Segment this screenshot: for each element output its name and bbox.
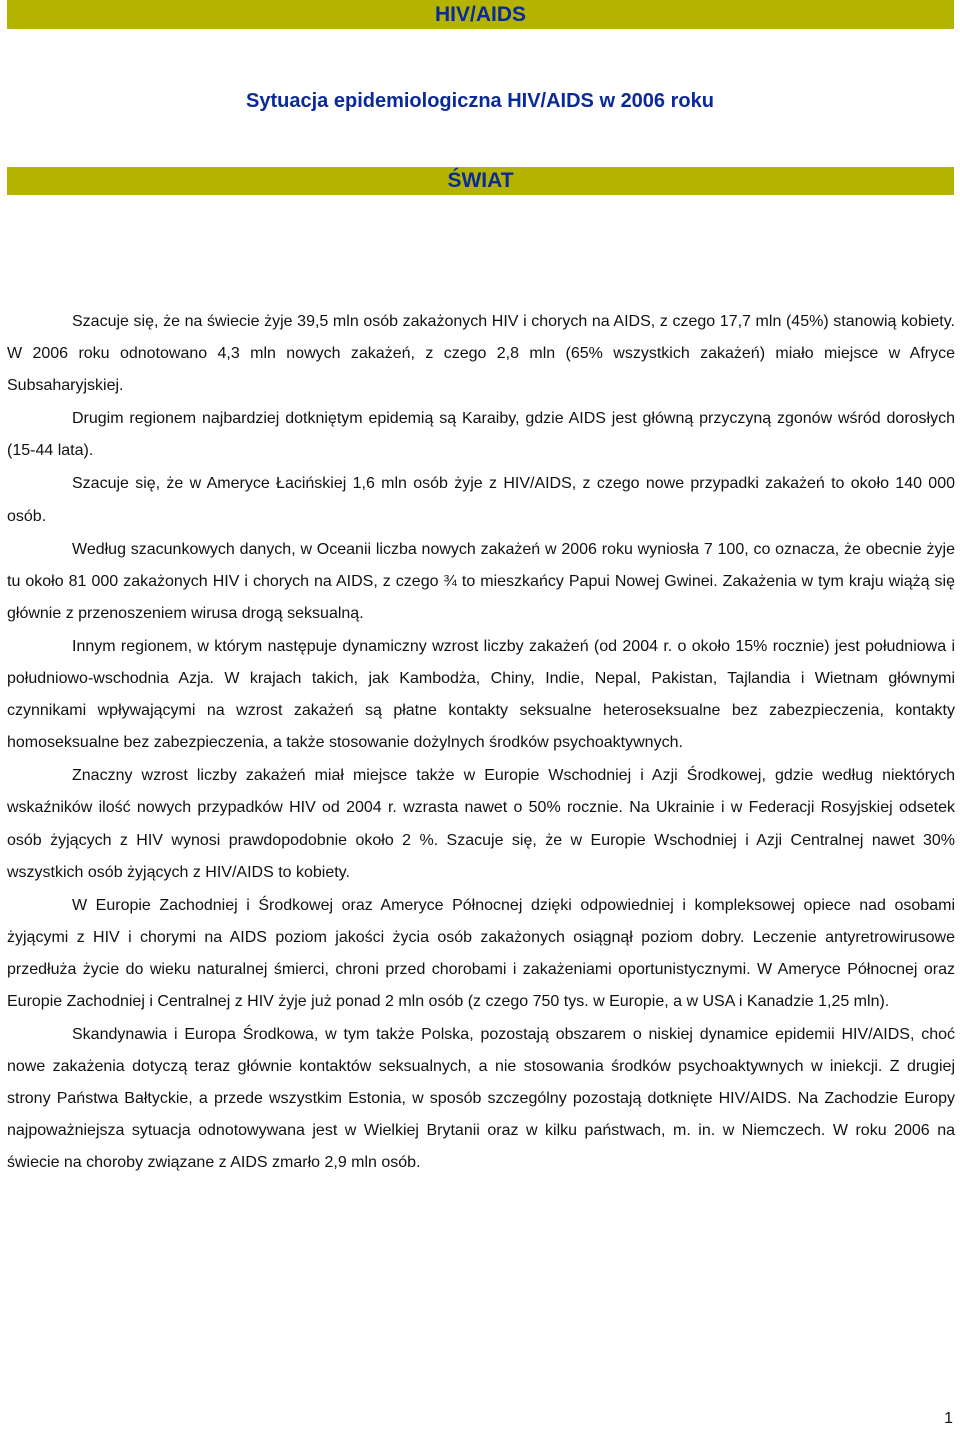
section-banner	[7, 167, 954, 195]
page-title: HIV/AIDS	[434, 3, 526, 26]
section-heading: ŚWIAT	[447, 169, 514, 192]
paragraph-latin-america: Szacuje się, że w Ameryce Łacińskiej 1,6 mln osób żyje z HIV/AIDS, z czego nowe przypadki zakażeń to około 140 000 osób.	[7, 475, 955, 525]
document-subtitle: Sytuacja epidemiologiczna HIV/AIDS w 2006 roku	[246, 90, 714, 112]
paragraph-scandinavia: Skandynawia i Europa Środkowa, w tym także Polska, pozostają obszarem o niskiej dynamice epidemii HIV/AIDS, choć nowe zakażenia dotyczą teraz głównie kontaktów seksualnych, a nie stosowania środków psychoaktywnych w iniekcji. Z drugiej strony Państwa Bałtyckie, a przede wszystkim Estonia, w sposób szczególny pozostają dotknięte HIV/AIDS. Na Zachodzie Europy najpoważniejsza sytuacja odnotowywana jest w Wielkiej Brytanii oraz w kilku państwach, m. in. w Niemczech. W roku 2006 na świecie na choroby związane z AIDS zmarło 2,9 mln osób.	[7, 1026, 955, 1172]
body-text	[7, 306, 955, 1181]
title-banner	[7, 0, 954, 29]
paragraph-oceania: Według szacunkowych danych, w Oceanii liczba nowych zakażeń w 2006 roku wyniosła 7 100, co oznacza, że obecnie żyje tu około 81 000 zakażonych HIV i chorych na AIDS, z czego ¾ to mieszkańcy Papui Nowej Gwinei. Zakażenia w tym kraju wiążą się głównie z przenoszeniem wirusa drogą seksualną.	[7, 540, 955, 622]
page-number: 1	[944, 1410, 953, 1427]
paragraph-asia: Innym regionem, w którym następuje dynamiczny wzrost liczby zakażeń (od 2004 r. o około 15% rocznie) jest południowa i południowo-wschodnia Azja. W krajach takich, jak Kambodża, Chiny, Indie, Nepal, Pakistan, Tajlandia i Wietnam głównymi czynnikami wpływającymi na wzrost zakażeń są płatne kontakty seksualne heteroseksualne bez zabezpieczenia, kontakty homoseksualne bez zabezpieczenia, a także stosowanie dożylnych środków psychoaktywnych.	[7, 637, 955, 752]
paragraph-world-overview: Szacuje się, że na świecie żyje 39,5 mln osób zakażonych HIV i chorych na AIDS, z czego 17,7 mln (45%) stanowią kobiety. W 2006 roku odnotowano 4,3 mln nowych zakażeń, z czego 2,8 mln (65% wszystkich zakażeń) miało miejsce w Afryce Subsaharyjskiej.	[7, 313, 955, 395]
paragraph-eastern-europe: Znaczny wzrost liczby zakażeń miał miejsce także w Europie Wschodniej i Azji Środkowej, gdzie według niektórych wskaźników ilość nowych przypadków HIV od 2004 r. wzrasta nawet o 50% rocznie. Na Ukrainie i w Federacji Rosyjskiej odsetek osób żyjących z HIV wynosi prawdopodobnie około 2 %. Szacuje się, że w Europie Wschodniej i Azji Centralnej nawet 30% wszystkich osób żyjących z HIV/AIDS to kobiety.	[7, 767, 955, 881]
paragraph-western-europe: W Europie Zachodniej i Środkowej oraz Ameryce Północnej dzięki odpowiedniej i kompleksowej opiece nad osobami żyjącymi z HIV i chorymi na AIDS poziom jakości życia osób zakażonych osiągnął poziom dobry. Leczenie antyretrowirusowe przedłuża życie do wieku naturalnej śmierci, chroni przed chorobami i zakażeniami oportunistycznymi. W Ameryce Północnej oraz Europie Zachodniej i Centralnej z HIV żyje już ponad 2 mln osób (z czego 750 tys. w Europie, a w USA i Kanadzie 1,25 mln).	[7, 896, 955, 1010]
paragraph-caribbean: Drugim regionem najbardziej dotkniętym epidemią są Karaiby, gdzie AIDS jest główną przyczyną zgonów wśród dorosłych (15-44 lata).	[7, 410, 955, 460]
